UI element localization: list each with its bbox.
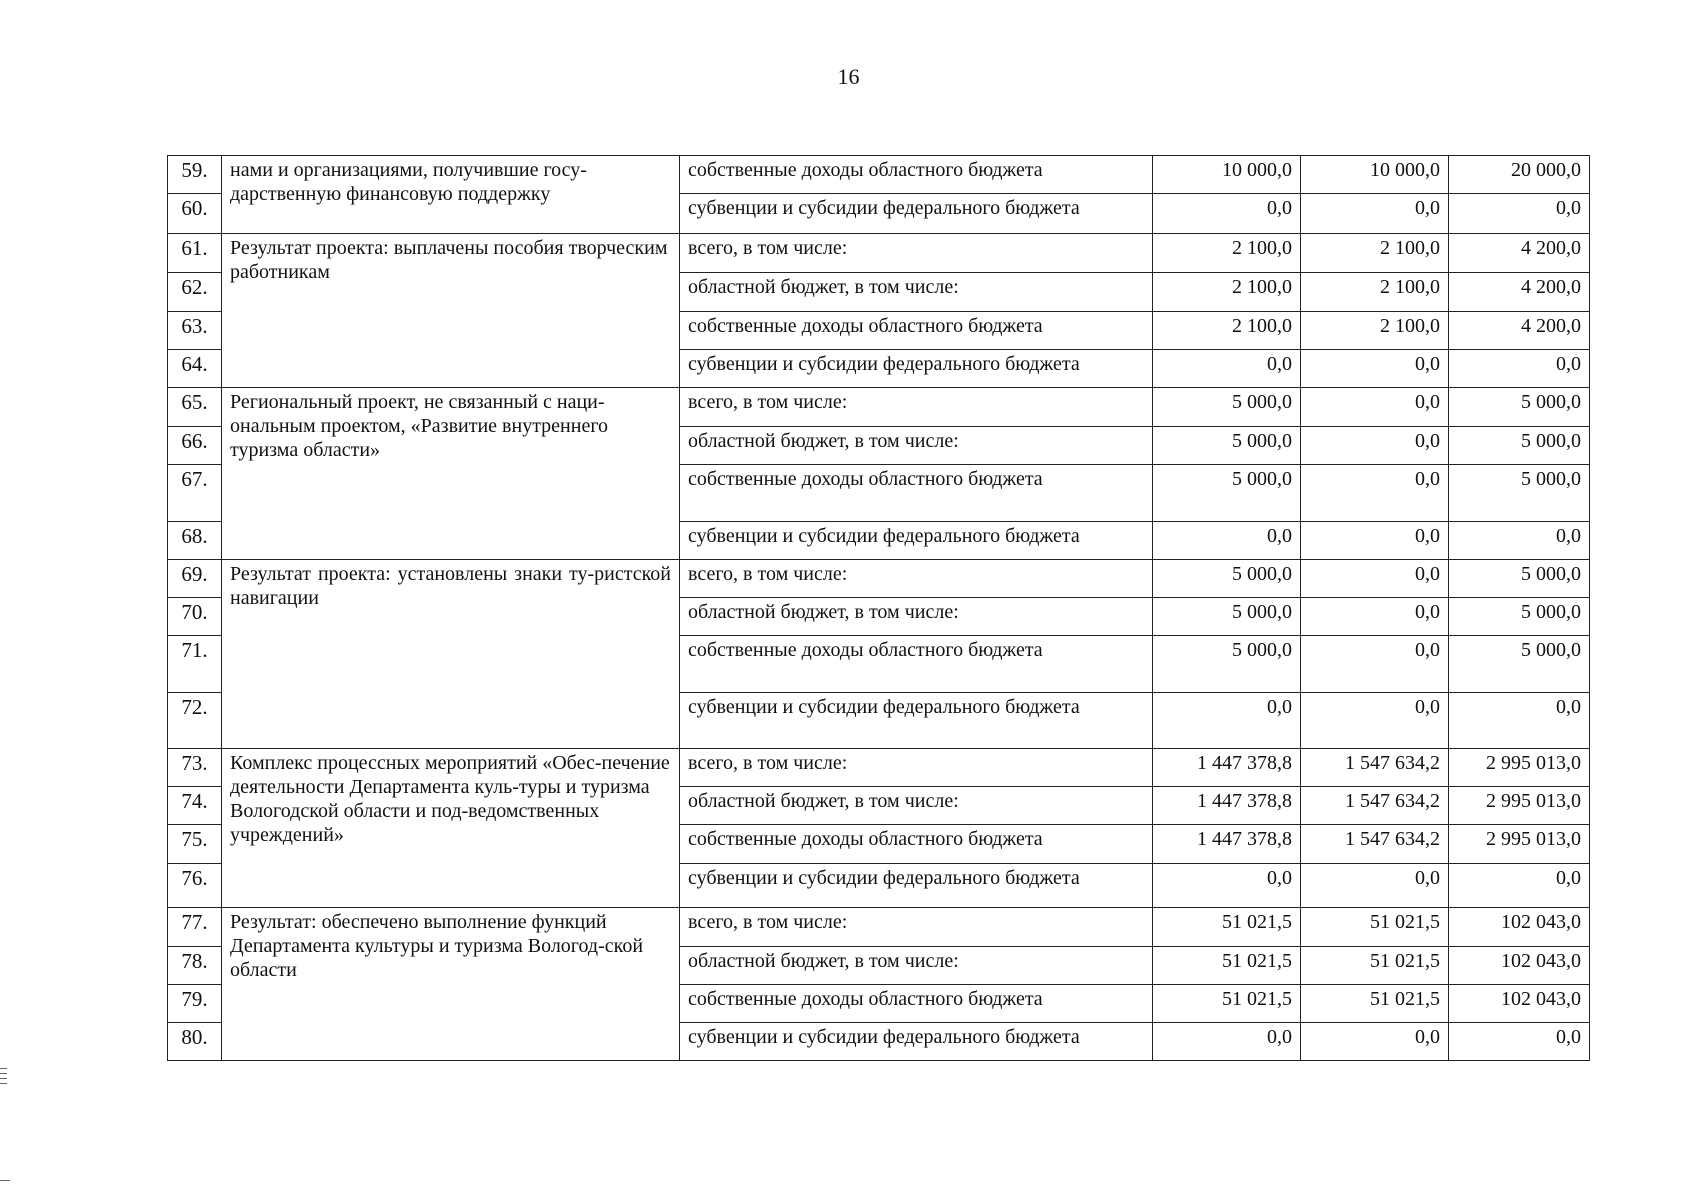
value-year-2: 10 000,0 <box>1301 156 1449 194</box>
value-total: 4 200,0 <box>1449 234 1590 273</box>
funding-source: субвенции и субсидии федерального бюджета <box>680 350 1153 388</box>
funding-source: областной бюджет, в том числе: <box>680 787 1153 825</box>
row-number: 74. <box>168 787 222 825</box>
row-number: 73. <box>168 749 222 787</box>
row-number: 71. <box>168 636 222 693</box>
funding-source: всего, в том числе: <box>680 749 1153 787</box>
value-year-1: 0,0 <box>1153 522 1301 560</box>
value-year-1: 5 000,0 <box>1153 636 1301 693</box>
value-year-2: 0,0 <box>1301 522 1449 560</box>
row-number: 79. <box>168 985 222 1023</box>
value-total: 0,0 <box>1449 1023 1590 1061</box>
funding-source: собственные доходы областного бюджета <box>680 465 1153 522</box>
row-number: 75. <box>168 825 222 864</box>
table-row <box>168 560 1590 598</box>
funding-source: собственные доходы областного бюджета <box>680 312 1153 350</box>
row-number: 59. <box>168 156 222 194</box>
row-number: 60. <box>168 194 222 234</box>
value-total: 5 000,0 <box>1449 636 1590 693</box>
value-total: 0,0 <box>1449 522 1590 560</box>
funding-source: собственные доходы областного бюджета <box>680 636 1153 693</box>
funding-source: субвенции и субсидии федерального бюджета <box>680 693 1153 749</box>
value-year-1: 1 447 378,8 <box>1153 749 1301 787</box>
value-year-1: 2 100,0 <box>1153 234 1301 273</box>
value-total: 0,0 <box>1449 350 1590 388</box>
scan-edge-dash <box>0 1180 10 1181</box>
value-total: 5 000,0 <box>1449 560 1590 598</box>
row-number: 76. <box>168 864 222 908</box>
value-total: 102 043,0 <box>1449 947 1590 985</box>
value-year-1: 2 100,0 <box>1153 312 1301 350</box>
scan-edge-marks <box>0 1068 8 1088</box>
funding-source: всего, в том числе: <box>680 388 1153 427</box>
value-total: 102 043,0 <box>1449 908 1590 947</box>
table-row <box>168 156 1590 194</box>
budget-table <box>167 155 1590 1061</box>
value-year-1: 0,0 <box>1153 864 1301 908</box>
value-year-1: 51 021,5 <box>1153 908 1301 947</box>
row-number: 72. <box>168 693 222 749</box>
value-year-2: 0,0 <box>1301 194 1449 234</box>
value-total: 5 000,0 <box>1449 465 1590 522</box>
funding-source: областной бюджет, в том числе: <box>680 273 1153 312</box>
value-total: 5 000,0 <box>1449 427 1590 465</box>
value-year-2: 0,0 <box>1301 350 1449 388</box>
funding-source: областной бюджет, в том числе: <box>680 598 1153 636</box>
value-total: 5 000,0 <box>1449 388 1590 427</box>
value-year-2: 1 547 634,2 <box>1301 749 1449 787</box>
value-total: 2 995 013,0 <box>1449 749 1590 787</box>
funding-source: всего, в том числе: <box>680 908 1153 947</box>
value-year-2: 0,0 <box>1301 1023 1449 1061</box>
value-year-2: 1 547 634,2 <box>1301 825 1449 864</box>
row-number: 65. <box>168 388 222 427</box>
row-number: 61. <box>168 234 222 273</box>
row-number: 70. <box>168 598 222 636</box>
value-year-2: 0,0 <box>1301 864 1449 908</box>
value-total: 102 043,0 <box>1449 985 1590 1023</box>
budget-table-body <box>168 156 1590 1061</box>
value-total: 2 995 013,0 <box>1449 825 1590 864</box>
value-year-1: 5 000,0 <box>1153 560 1301 598</box>
row-number: 66. <box>168 427 222 465</box>
funding-source: субвенции и субсидии федерального бюджета <box>680 1023 1153 1061</box>
value-total: 5 000,0 <box>1449 598 1590 636</box>
value-year-2: 0,0 <box>1301 427 1449 465</box>
value-year-2: 0,0 <box>1301 465 1449 522</box>
row-number: 69. <box>168 560 222 598</box>
value-year-1: 2 100,0 <box>1153 273 1301 312</box>
measure-name: нами и организациями, получившие госу-дарственную финансовую поддержку <box>222 156 680 234</box>
funding-source: субвенции и субсидии федерального бюджета <box>680 194 1153 234</box>
measure-name: Региональный проект, не связанный с наци-ональным проектом, «Развитие внутреннего туризма области» <box>222 388 680 560</box>
value-year-1: 1 447 378,8 <box>1153 825 1301 864</box>
value-year-1: 1 447 378,8 <box>1153 787 1301 825</box>
row-number: 64. <box>168 350 222 388</box>
value-year-2: 0,0 <box>1301 388 1449 427</box>
value-total: 4 200,0 <box>1449 273 1590 312</box>
value-year-2: 51 021,5 <box>1301 908 1449 947</box>
measure-name: Результат проекта: выплачены пособия творческим работникам <box>222 234 680 388</box>
row-number: 62. <box>168 273 222 312</box>
page-number: 16 <box>837 64 860 89</box>
table-row <box>168 908 1590 947</box>
funding-source: субвенции и субсидии федерального бюджета <box>680 864 1153 908</box>
value-year-2: 0,0 <box>1301 636 1449 693</box>
measure-name: Комплекс процессных мероприятий «Обес-печение деятельности Департамента куль-туры и туризма Вологодской области и под-ведомственных учреждений» <box>222 749 680 908</box>
value-year-2: 0,0 <box>1301 598 1449 636</box>
value-year-2: 51 021,5 <box>1301 985 1449 1023</box>
value-year-1: 5 000,0 <box>1153 388 1301 427</box>
value-year-1: 10 000,0 <box>1153 156 1301 194</box>
row-number: 78. <box>168 947 222 985</box>
funding-source: всего, в том числе: <box>680 234 1153 273</box>
row-number: 77. <box>168 908 222 947</box>
funding-source: областной бюджет, в том числе: <box>680 947 1153 985</box>
value-year-1: 5 000,0 <box>1153 427 1301 465</box>
value-year-1: 0,0 <box>1153 194 1301 234</box>
value-year-2: 51 021,5 <box>1301 947 1449 985</box>
value-year-2: 0,0 <box>1301 560 1449 598</box>
value-total: 0,0 <box>1449 693 1590 749</box>
value-year-1: 0,0 <box>1153 350 1301 388</box>
value-total: 0,0 <box>1449 864 1590 908</box>
funding-source: собственные доходы областного бюджета <box>680 156 1153 194</box>
funding-source: областной бюджет, в том числе: <box>680 427 1153 465</box>
value-year-2: 0,0 <box>1301 693 1449 749</box>
value-year-2: 2 100,0 <box>1301 312 1449 350</box>
value-year-1: 51 021,5 <box>1153 985 1301 1023</box>
value-total: 20 000,0 <box>1449 156 1590 194</box>
row-number: 63. <box>168 312 222 350</box>
value-year-2: 2 100,0 <box>1301 273 1449 312</box>
measure-name: Результат проекта: установлены знаки ту-ристской навигации <box>222 560 680 749</box>
row-number: 68. <box>168 522 222 560</box>
value-year-1: 5 000,0 <box>1153 598 1301 636</box>
row-number: 67. <box>168 465 222 522</box>
table-row <box>168 234 1590 273</box>
funding-source: собственные доходы областного бюджета <box>680 825 1153 864</box>
value-year-1: 51 021,5 <box>1153 947 1301 985</box>
funding-source: собственные доходы областного бюджета <box>680 985 1153 1023</box>
funding-source: всего, в том числе: <box>680 560 1153 598</box>
value-year-2: 2 100,0 <box>1301 234 1449 273</box>
value-total: 0,0 <box>1449 194 1590 234</box>
value-year-2: 1 547 634,2 <box>1301 787 1449 825</box>
value-total: 2 995 013,0 <box>1449 787 1590 825</box>
table-row <box>168 749 1590 787</box>
value-total: 4 200,0 <box>1449 312 1590 350</box>
table-row <box>168 388 1590 427</box>
funding-source: субвенции и субсидии федерального бюджета <box>680 522 1153 560</box>
value-year-1: 5 000,0 <box>1153 465 1301 522</box>
measure-name: Результат: обеспечено выполнение функций Департамента культуры и туризма Вологод-ской области <box>222 908 680 1061</box>
value-year-1: 0,0 <box>1153 1023 1301 1061</box>
value-year-1: 0,0 <box>1153 693 1301 749</box>
row-number: 80. <box>168 1023 222 1061</box>
